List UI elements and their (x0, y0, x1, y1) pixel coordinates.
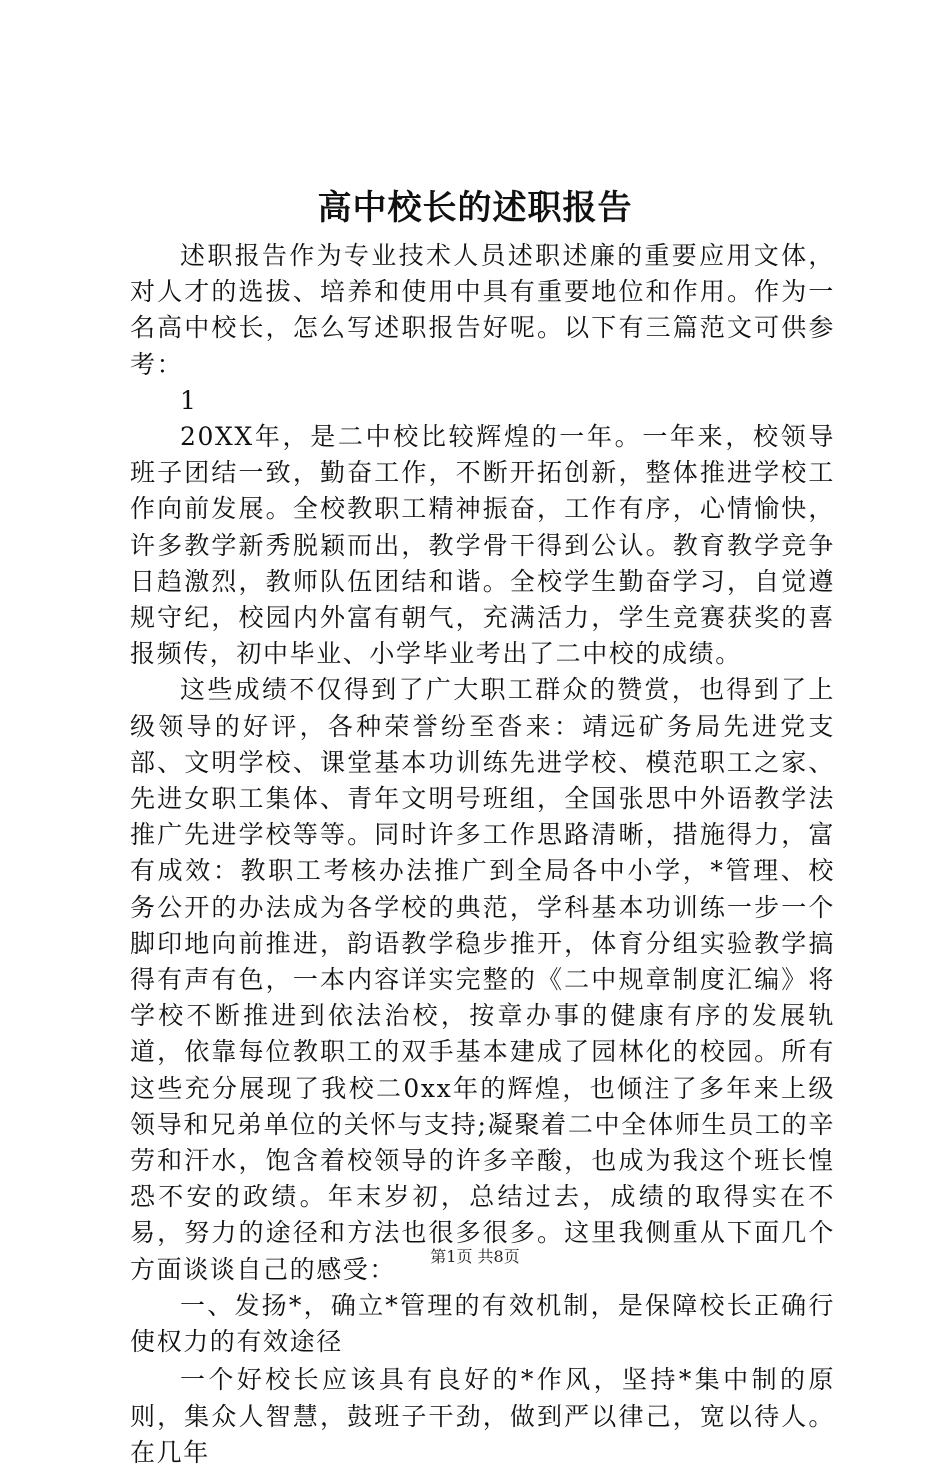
document-body (130, 238, 835, 1471)
page-footer: 第1页 共8页 (430, 1247, 520, 1266)
section-number: 1 (180, 385, 198, 415)
body-paragraph: 20XX年，是二中校比较辉煌的一年。一年来，校领导班子团结一致，勤奋工作，不断开拓创新，整体推进学校工作向前发展。全校教职工精神振奋，工作有序，心情愉快，许多教学新秀脱颖而出，教学骨干得到公认。教育教学竞争日趋激烈，教师队伍团结和谐。全校学生勤奋学习，自觉遵规守纪，校园内外富有朝气，充满活力，学生竞赛获奖的喜报频传，初中毕业、小学毕业考出了二中校的成绩。 (130, 422, 835, 669)
body-paragraph: 一个好校长应该具有良好的*作风，坚持*集中制的原则，集众人智慧，鼓班子干劲，做到严以律己，宽以待人。在几年 (130, 1365, 835, 1467)
body-paragraph: 这些成绩不仅得到了广大职工群众的赞赏，也得到了上级领导的好评，各种荣誉纷至沓来：靖远矿务局先进党支部、文明学校、课堂基本功训练先进学校、模范职工之家、先进女职工集体、青年文明号班组，全国张思中外语教学法推广先进学校等等。同时许多工作思路清晰，措施得力，富有成效：教职工考核办法推广到全局各中小学，*管理、校务公开的办法成为各学校的典范，学科基本功训练一步一个脚印地向前推进，韵语教学稳步推开，体育分组实验教学搞得有声有色，一本内容详实完整的《二中规章制度汇编》将学校不断推进到依法治校，按章办事的健康有序的发展轨道，依靠每位教职工的双手基本建成了园林化的校园。所有这些充分展现了我校二0xx年的辉煌，也倾注了多年来上级领导和兄弟单位的关怀与支持;凝聚着二中全体师生员工的辛劳和汗水，饱含着校领导的许多辛酸，也成为我这个班长惶恐不安的政绩。年末岁初，总结过去，成绩的取得实在不易，努力的途径和方法也很多很多。这里我侧重从下面几个方面谈谈自己的感受： (130, 675, 835, 1284)
document-title: 高中校长的述职报告 (317, 188, 633, 228)
intro-paragraph: 述职报告作为专业技术人员述职述廉的重要应用文体，对人才的选拔、培养和使用中具有重要地位和作用。作为一名高中校长，怎么写述职报告好呢。以下有三篇范文可供参考： (130, 241, 835, 379)
section-heading: 一、发扬*，确立*管理的有效机制，是保障校长正确行使权力的有效途径 (130, 1290, 835, 1357)
